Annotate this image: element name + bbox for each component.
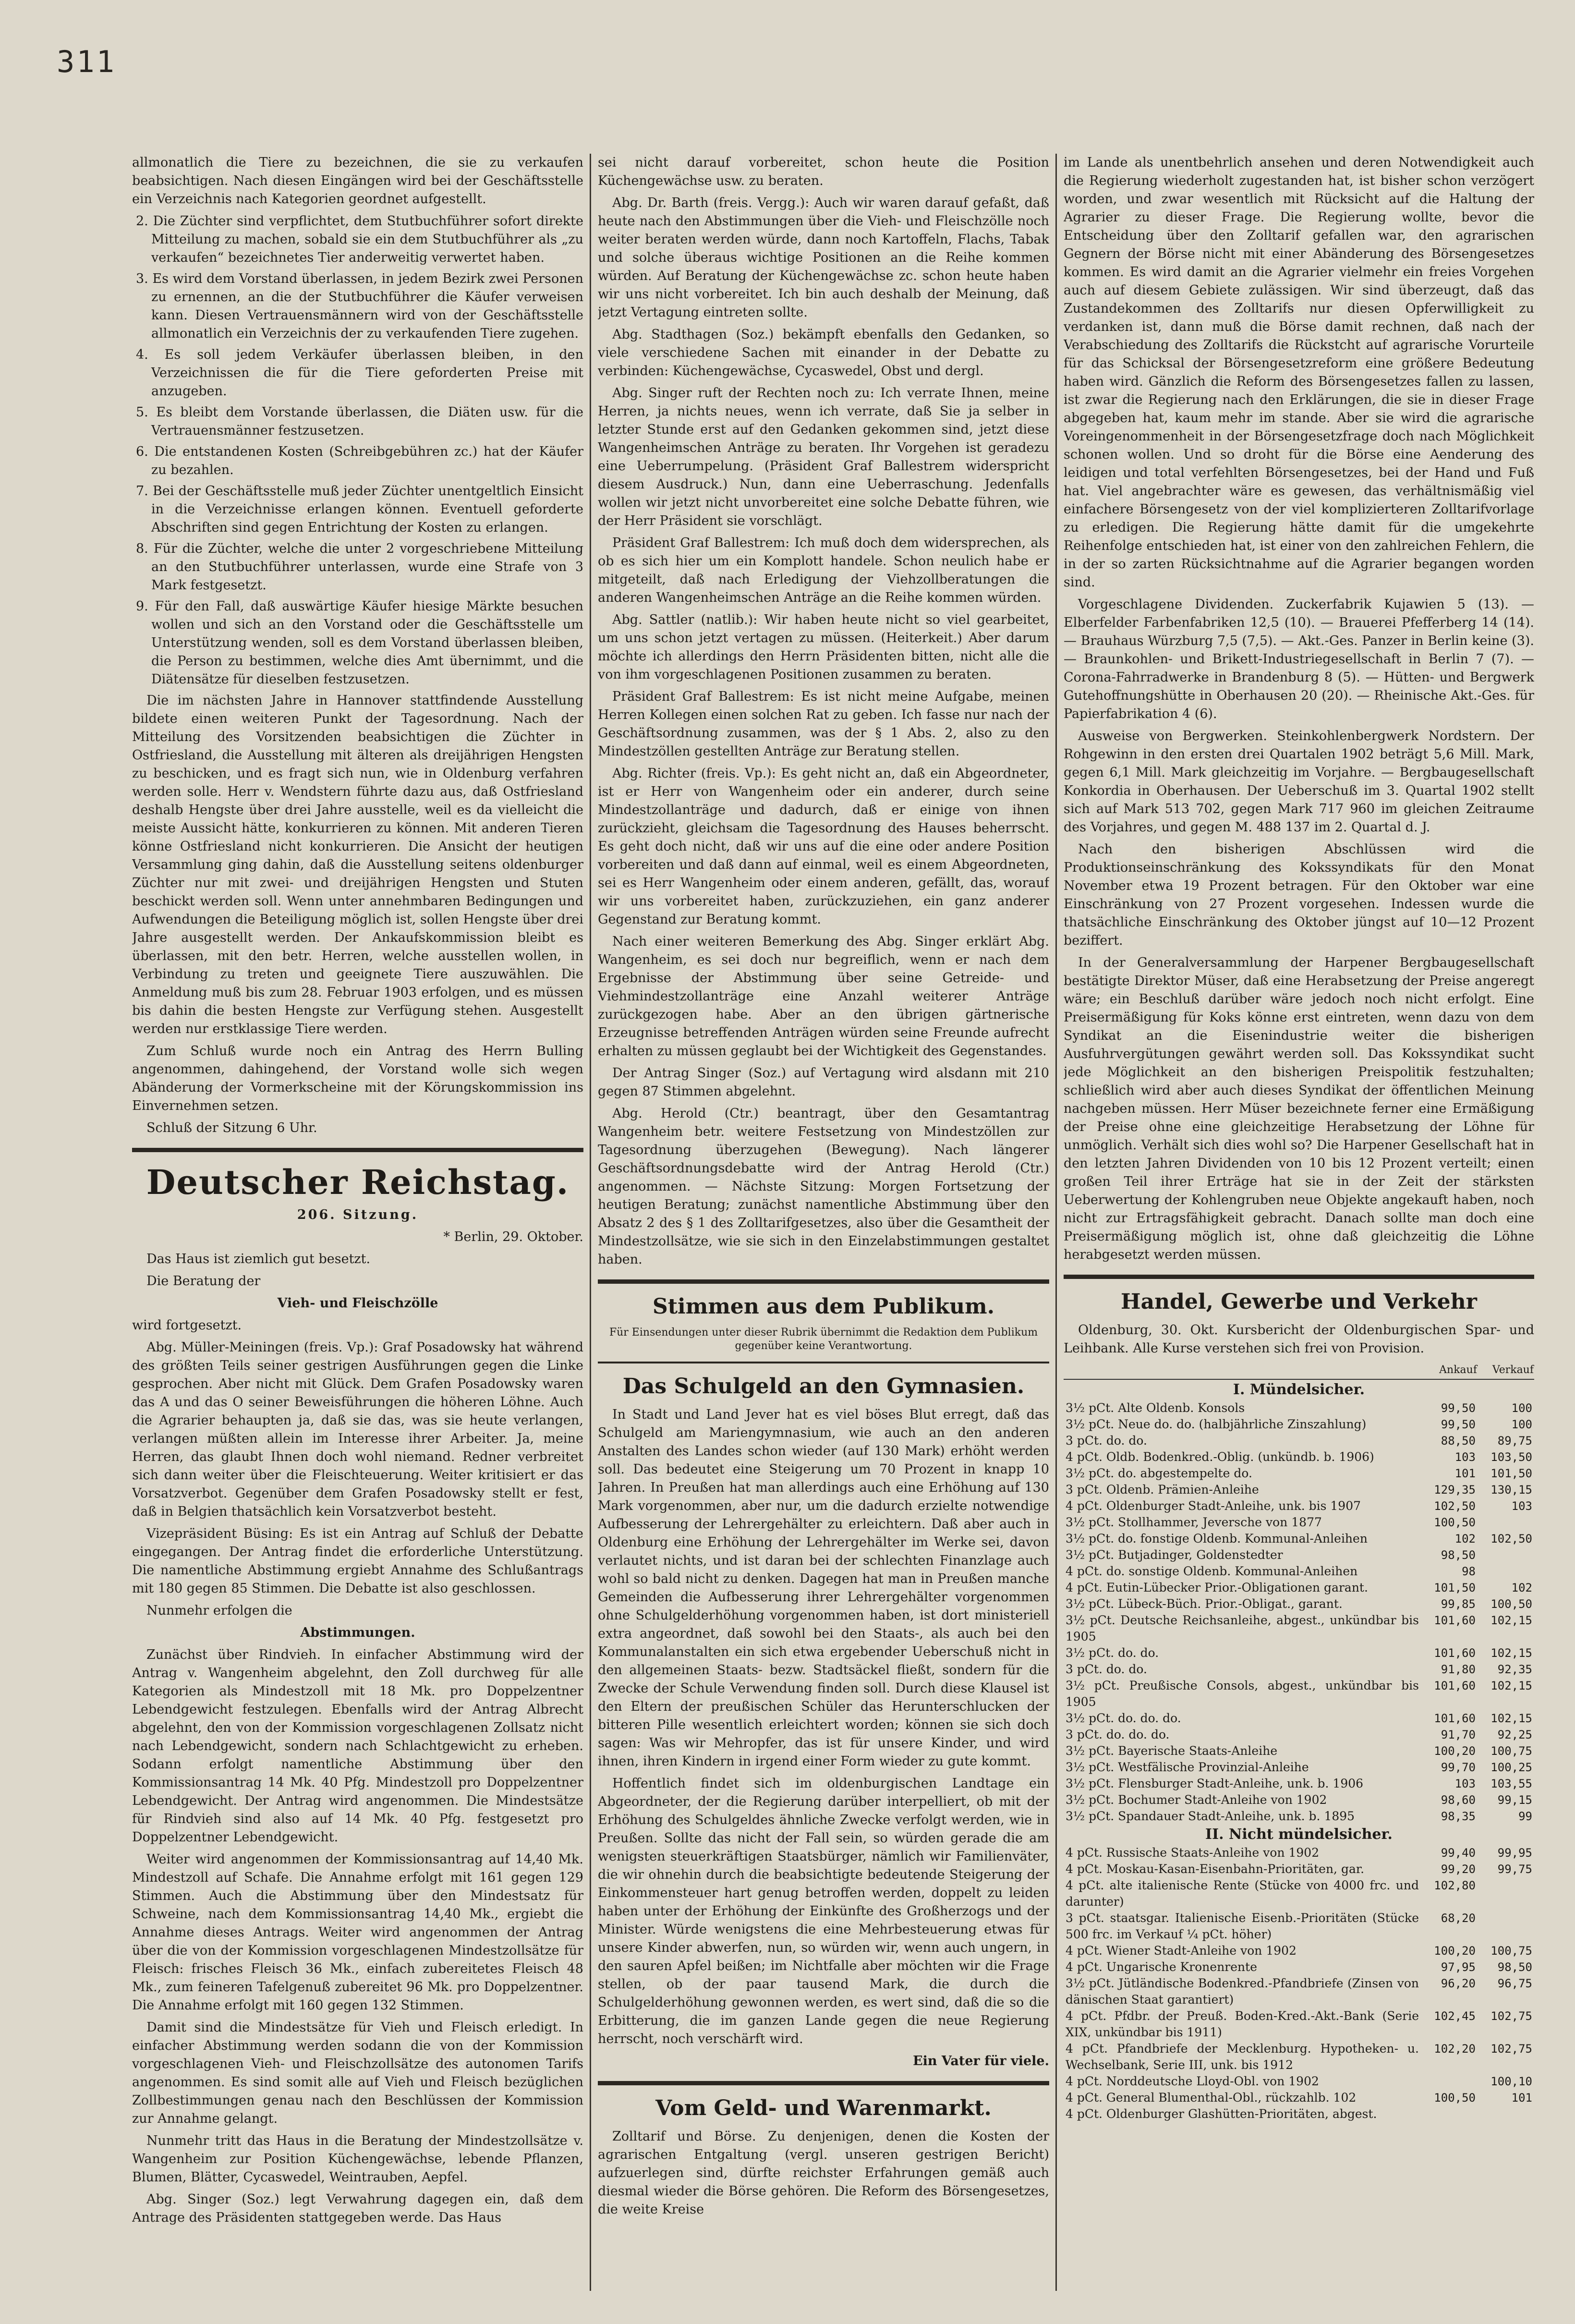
section-rule — [598, 2081, 1049, 2085]
security-name: 4 pCt. Pfdbr. der Preuß. Boden-Kred.-Akt.-Bank (Serie XIX, unkündbar bis 1911) — [1066, 2009, 1419, 2039]
paragraph: Nunmehr tritt das Haus in die Beratung der Mindestzollsätze v. Wangenheim zur Position Küchengewächse, lebende Pflanzen, Blumen, Blätter, Cycaswedel, Weintrauben, Aepfel. — [132, 2133, 583, 2185]
verkauf-value: 103 — [1511, 1499, 1532, 1513]
session-number: 206. Sitzung. — [297, 1207, 419, 1222]
table-row — [1064, 1547, 1534, 1563]
verkauf-value: 102,75 — [1490, 2009, 1532, 2023]
table-row — [1064, 1416, 1534, 1433]
security-name: 4 pCt. Norddeutsche Lloyd-Obl. von 1902 — [1066, 2074, 1319, 2088]
page-number: 311 — [57, 44, 116, 79]
verkauf-value: 102,15 — [1490, 1712, 1532, 1725]
verkauf-value — [1478, 1514, 1534, 1531]
paragraph: Abg. Herold (Ctr.) beantragt, über den Gesamtantrag Wangenheim betr. weitere Festsetzung von Mindestzöllen zur Tagesordnung überzugehen (Bewegung). Nach längerer Geschäftsordnungsdebatte wird der Antrag Herold (Ctr.) angenommen. — Nächste Sitzung: Morgen Fortsetzung der heutigen Beratung; zunächst namentliche Abstimmung über den Absatz 2 des § 1 des Zolltarifgesetzes, also über die Gesamtheit der Mindestzollsätze, wie sie sich in den Einzelabstimmungen gestaltet haben. — [598, 1106, 1049, 1267]
paragraph: Der Antrag Singer (Soz.) auf Vertagung wird alsdann mit 210 gegen 87 Stimmen abgelehnt. — [598, 1066, 1049, 1099]
ankauf-value: 99,70 — [1441, 1761, 1476, 1774]
security-name: 3½ pCt. Bochumer Stadt-Anleihe von 1902 — [1066, 1793, 1327, 1807]
verkauf-value: 100 — [1511, 1418, 1532, 1431]
table-header-row — [1064, 1362, 1534, 1379]
subject-heading: Vieh- und Fleischzölle — [277, 1296, 438, 1311]
paragraph: Damit sind die Mindestsätze für Vieh und Fleisch erledigt. In einfacher Abstimmung werden sodann die von der Kommission vorgeschlagenen Vieh- und Fleischzollsätze des autonomen Tarifs angenommen. Es sind somit alle auf Vieh und Fleisch bezüglichen Zollbestimmungen genau nach den Beschlüssen der Kommission zur Annahme gelangt. — [132, 2020, 583, 2126]
ankauf-value: 102,80 — [1434, 1879, 1476, 1892]
verkauf-value — [1478, 1563, 1534, 1580]
table-row — [1064, 1975, 1534, 2008]
section-rule — [1064, 1275, 1534, 1279]
ankauf-value: 88,50 — [1441, 1434, 1476, 1448]
ankauf-value: 91,80 — [1441, 1663, 1476, 1676]
table-row — [1064, 2090, 1534, 2106]
column-1 — [132, 154, 583, 2305]
security-name: 3½ pCt. Spandauer Stadt-Anleihe, unk. b. 1895 — [1066, 1809, 1355, 1823]
table-row — [1064, 1531, 1534, 1547]
list-item: 7. Bei der Geschäftsstelle muß jeder Züchter unentgeltlich Einsicht in die Verzeichnisse erlangen können. Eventuell geforderte Abschriften sind gegen Entrichtung der Kosten zu erlangen. — [136, 484, 583, 535]
table-row — [1064, 1514, 1534, 1531]
table-row — [1064, 1449, 1534, 1465]
table-row — [1064, 1645, 1534, 1661]
subject-heading: Abstimmungen. — [300, 1625, 415, 1640]
paragraph: wird fortgesetzt. — [132, 1318, 242, 1333]
ankauf-value: 101 — [1454, 1467, 1476, 1480]
ankauf-value: 100,50 — [1434, 1516, 1476, 1529]
table-section-row — [1064, 1379, 1534, 1400]
paragraph: Präsident Graf Ballestrem: Ich muß doch dem widersprechen, als ob es sich hier um ein Komplott handele. Schon neulich habe er mitgeteilt, daß nach Erledigung der Viehzollberatungen die anderen Wangenheimschen Anträge an die Reihe kommen würden. — [598, 535, 1049, 605]
list-item: 6. Die entstandenen Kosten (Schreibgebühren zc.) hat der Käufer zu bezahlen. — [136, 444, 583, 477]
section-rule — [598, 1362, 1049, 1363]
verkauf-value: 99,95 — [1497, 1846, 1532, 1860]
ankauf-value: 98,50 — [1441, 1548, 1476, 1562]
security-name: 3 pCt. Oldenb. Prämien-Anleihe — [1066, 1483, 1259, 1497]
paragraph: Abg. Dr. Barth (freis. Vergg.): Auch wir waren darauf gefaßt, daß heute nach den Abstimmungen über die Vieh- und Fleischzölle noch weiter beraten werden würde, dann noch Kartoffeln, Flachs, Tabak und solche überaus wichtige Positionen an die Reihe kommen würden. Auf Beratung der Küchengewächse zc. schon heute haben wir uns nicht vorbereitet. Ich bin auch deshalb der Meinung, daß jetzt Vertagung eintreten sollte. — [598, 195, 1049, 320]
handel-heading: Handel, Gewerbe und Verkehr — [1121, 1290, 1477, 1314]
table-row — [1064, 1400, 1534, 1416]
paragraph: Nunmehr erfolgen die — [146, 1603, 292, 1618]
stimmen-heading: Stimmen aus dem Publikum. — [652, 1294, 995, 1319]
security-name: 3½ pCt. Neue do. do. (halbjährliche Zinszahlung) — [1066, 1417, 1367, 1431]
verkauf-value: 99,15 — [1497, 1793, 1532, 1807]
ankauf-value: 99,50 — [1441, 1401, 1476, 1415]
column-rule — [590, 154, 591, 2291]
paragraph: In Stadt und Land Jever hat es viel böses Blut erregt, daß das Schulgeld am Mariengymnasium, wie auch an den anderen Anstalten des Landes schon wieder (auf 130 Mark) erhöht werden soll. Das bedeutet eine Steigerung um 70 Prozent in knapp 10 Jahren. In Preußen hat man allerdings auch eine Erhöhung auf 130 Mark vorgenommen, aber nur, um die dadurch erzielte notwendige Aufbesserung der Lehrergehälter zu erleichtern. Daß aber auch in Oldenburg eine Erhöhung der Lehrergehälter im Werke sei, davon verlautet nichts, und ist daran bei der schlechten Finanzlage auch wohl so bald nicht zu denken. Dagegen hat man in Preußen manche Gemeinden die Aufbesserung ihrer Lehrergehälter vorgenommen ohne Schulgelderhöhung vorgenommen haben, ist dort ministeriell extra angeordnet, daß sowohl bei den Staats-, als auch bei den Kommunalanstalten ein sich etwa ergebender Ueberschuß nicht in den allgemeinen Staats- bezw. Stadtsäckel fließt, sondern für die Zwecke der Schule Verwendung finden soll. Durch diese Klausel ist den Eltern der preußischen Schüler das Herunterschlucken der bitteren Pille wesentlich erleichtert worden; können sie sich doch sagen: Was wir Mehropfer, das ist für unsere Kinder, und wird ihnen, ihren Kindern in irgend einer Form wieder zu gute kommt. — [598, 1407, 1049, 1769]
ankauf-value: 99,50 — [1441, 1418, 1476, 1431]
paragraph: Schluß der Sitzung 6 Uhr. — [146, 1120, 317, 1135]
verkauf-value: 101,50 — [1490, 1467, 1532, 1480]
verkauf-value: 130,15 — [1490, 1483, 1532, 1497]
paragraph: im Lande als unentbehrlich ansehen und deren Notwendigkeit auch die Regierung wiederholt zugestanden hat, ist bisher schon verzögert worden, und zwar wesentlich mit Rücksicht auf die Haltung der Agrarier zu dieser Frage. Die Regierung wollte, bevor die Entscheidung über den Zolltarif gefallen war, den agrarischen Gegnern der Börse nicht mit einer Abänderung des Börsengesetzes kommen. Es wird damit an die Agrarier vielmehr ein freies Vorgehen auch auf diesem Gebiete zulässigen. Wir sind überzeugt, daß das Zustandekommen des Zolltarifs nur diesen Opferwilligkeit zu verdanken ist, dann muß die Börse damit rechnen, daß nach der Verabschiedung des Zolltarifs die Rückstcht auf agrarische Vorurteile für das Schicksal der Börsengesetzreform eine größere Bedeutung haben wird. Gänzlich die Reform des Börsengesetzes fallen zu lassen, ist zwar die Regierung nach den Erklärungen, die sie in dieser Frage abgegeben hat, kaum mehr im stande. Aber sie wird die agrarische Voreingenommenheit in der Börsengesetzfrage doch nach Möglichkeit schonen wollen. Und so droht für die Börse eine Aenderung des leidigen und total verfehlten Börsengesetzes, bei der Hand und Fuß hat. Viel angebrachter wäre es gewesen, das verhältnismäßig viel einfachere Börsengesetz von der viel komplizierteren Zolltarifvorlage zu erledigen. Die Regierung hätte damit für die umgekehrte Reihenfolge entschieden hat, ist einer von den zahlreichen Fehlern, die in der so zarten Rücksichtnahme auf die Agrarier begangen worden sind. — [1064, 155, 1534, 590]
table-row — [1064, 1910, 1534, 1943]
table-row — [1064, 1808, 1534, 1825]
list-item: 8. Für die Züchter, welche die unter 2 vorgeschriebene Mitteilung an den Stutbuchführer unterlassen, wurde eine Strafe von 3 Mark festgesetzt. — [136, 541, 583, 593]
verkauf-value: 102,15 — [1490, 1614, 1532, 1627]
security-name: 3½ pCt. Westfälische Provinzial-Anleihe — [1066, 1760, 1309, 1774]
verkauf-value: 100,10 — [1490, 2075, 1532, 2088]
table-row — [1064, 1727, 1534, 1743]
paragraph: allmonatlich die Tiere zu bezeichnen, die sie zu verkaufen beabsichtigen. Nach diesen Eingängen wird bei der Geschäftsstelle ein Verzeichnis nach Kategorien geordnet aufgestellt. — [132, 155, 583, 207]
paragraph: Abg. Stadthagen (Soz.) bekämpft ebenfalls den Gedanken, so viele verschiedene Sachen mit einander in der Debatte zu verbinden: Küchengewächse, Cycaswedel, Obst und dergl. — [598, 327, 1049, 378]
verkauf-value: 99,75 — [1497, 1862, 1532, 1876]
kurs-table — [1064, 1362, 1534, 2122]
security-name: 3½ pCt. Deutsche Reichsanleihe, abgest., unkündbar bis 1905 — [1066, 1613, 1419, 1643]
security-name: 3 pCt. do. do. — [1066, 1434, 1147, 1448]
section-rule — [598, 1279, 1049, 1284]
verkauf-value: 92,35 — [1497, 1663, 1532, 1676]
paragraph: Abg. Singer (Soz.) legt Verwahrung dagegen ein, daß dem Antrage des Präsidenten stattgegeben werde. Das Haus — [132, 2192, 583, 2225]
section-label: I. Mündelsicher. — [1233, 1381, 1365, 1398]
ankauf-value: 68,20 — [1441, 1911, 1476, 1925]
ankauf-value — [1421, 2073, 1478, 2090]
verkauf-value: 100 — [1511, 1401, 1532, 1415]
security-name: 4 pCt. Oldenburger Glashütten-Prioritäten, abgest. — [1066, 2107, 1377, 2121]
security-name: 4 pCt. Russische Staats-Anleihe von 1902 — [1066, 1846, 1320, 1860]
column-rule — [1055, 154, 1057, 2291]
table-row — [1064, 2041, 1534, 2073]
paragraph: Abg. Müller-Meiningen (freis. Vp.): Graf Posadowsky hat während des größten Teils seiner gestrigen Ausführungen gegen die Linke gesprochen. Aber nicht mit Glück. Dem Grafen Posadowsky waren das A und das O seiner Beweisführungen die höheren Löhne. Auch die Agrarier behaupten ja, daß sie das, was sie heute verlangen, verlangen müßten allein im Interesse ihrer Arbeiter. Ja, meine Herren, das glaubt Ihnen doch wohl niemand. Redner verbreitet sich dann weiter über die Fleischteuerung. Weiter kritisiert er das Vorsatzverbot. Gegenüber dem Grafen Posadowsky stellt er fest, daß in Belgien thatsächlich kein Vorsatzverbot besteht. — [132, 1340, 583, 1519]
verkauf-value: 102,15 — [1490, 1679, 1532, 1692]
ankauf-value: 100,20 — [1434, 1944, 1476, 1958]
verkauf-value: 100,50 — [1490, 1597, 1532, 1611]
security-name: 4 pCt. Eutin-Lübecker Prior.-Obligationen garant. — [1066, 1581, 1368, 1594]
article-heading: Das Schulgeld an den Gymnasien. — [622, 1374, 1025, 1399]
list-item: 2. Die Züchter sind verpflichtet, dem Stutbuchführer sofort direkte Mitteilung zu machen, sobald sie ein dem Stutbuchführer als „zu verkaufen“ bezeichnetes Tier anderweitig verwertet haben. — [136, 214, 583, 265]
paragraph: Oldenburg, 30. Okt. Kursbericht der Oldenburgischen Spar- und Leihbank. Alle Kurse verstehen sich frei von Provision. — [1064, 1323, 1534, 1356]
security-name: 4 pCt. do. sonstige Oldenb. Kommunal-Anleihen — [1066, 1564, 1358, 1578]
verkauf-value: 99 — [1518, 1810, 1532, 1823]
security-name: 3½ pCt. Flensburger Stadt-Anleihe, unk. b. 1906 — [1066, 1776, 1364, 1790]
table-row — [1064, 1580, 1534, 1596]
paragraph: Vizepräsident Büsing: Es ist ein Antrag auf Schluß der Debatte eingegangen. Der Antrag findet die erforderliche Unterstützung. Die namentliche Abstimmung ergiebt Annahme des Schlußantrags mit 180 gegen 85 Stimmen. Die Debatte ist also geschlossen. — [132, 1526, 583, 1596]
paragraph: Nach einer weiteren Bemerkung des Abg. Singer erklärt Abg. Wangenheim, es sei doch nur begreiflich, wenn er nach dem Ergebnisse der Abstimmung über seine Getreide- und Viehmindestzollanträge eine Anzahl weiterer Anträge zurückgezogen habe. Aber an den übrigen gärtnerische Erzeugnisse betreffenden Anträgen würden seine Freunde aufrecht erhalten zu müssen geglaubt bei der Wichtigkeit des Gegenstandes. — [598, 934, 1049, 1059]
ankauf-value: 100,50 — [1434, 2091, 1476, 2105]
paragraph: Abg. Richter (freis. Vp.): Es geht nicht an, daß ein Abgeordneter, ist er Herr von Wangenheim oder ein anderer, durch seine Mindestzollanträge und dadurch, daß er einige von ihnen zurückzieht, gleichsam die Tagesordnung des Hauses beherrscht. Es geht doch nicht, daß wir uns auf die eine oder andere Position vorbereiten und daß dann auf einmal, weil es einem Abgeordneten, sei es Herr Wangenheim oder einem anderen, gefällt, das, worauf wir uns vorbereitet haben, zurückzuziehen, ein ganz anderer Gegenstand zur Beratung kommt. — [598, 766, 1049, 927]
verkauf-value — [1478, 2106, 1534, 2122]
table-row — [1064, 1465, 1534, 1482]
security-name: 4 pCt. General Blumenthal-Obl., rückzahlb. 102 — [1066, 2091, 1357, 2105]
paragraph: In der Generalversammlung der Harpener Bergbaugesellschaft bestätigte Direktor Müser, daß eine Herabsetzung der Preise angeregt wäre; ein Beschluß darüber wäre jedoch noch nicht erfolgt. Eine Preisermäßigung für Koks könne erst eintreten, wenn dazu von dem Syndikat an die Eisenindustrie weiter die bisherigen Ausfuhrvergütungen gewährt werden soll. Das Kokssyndikat sucht jede Möglichkeit an den bisherigen Preispolitik festzuhalten; schließlich wird aber auch dieses Syndikat der öffentlichen Meinung nachgeben müssen. Herr Müser bezeichnete ferner eine Ermäßigung der Preise ohne eine gleichzeitige Herabsetzung der Löhne für unmöglich. Verhält sich dies wohl so? Die Harpener Gesellschaft hat in den letzten Jahren Dividenden von 10 bis 12 Prozent verteilt; einen großen Teil ihrer Erträge hat sie in der Zeit der stärksten Ueberwertung der Kohlengruben neue Objekte angekauft haben, noch nicht zur Ertragsfähigkeit gebracht. Danach sollte man doch eine Preisermäßigung möglich ist, ohne daß gleichzeitig die Löhne herabgesetzt werden müssen. — [1064, 955, 1534, 1262]
security-name: 3½ pCt. Alte Oldenb. Konsols — [1066, 1401, 1245, 1415]
security-name: 4 pCt. Oldb. Bodenkred.-Oblig. (unkündb. b. 1906) — [1066, 1450, 1374, 1464]
ankauf-value: 103 — [1454, 1450, 1476, 1464]
verkauf-value — [1478, 1910, 1534, 1943]
verkauf-value: 102,75 — [1490, 2042, 1532, 2056]
table-row — [1064, 1861, 1534, 1877]
dateline: * Berlin, 29. Oktober. — [443, 1229, 583, 1244]
paragraph: Abg. Singer ruft der Rechten noch zu: Ich verrate Ihnen, meine Herren, ja nichts neues, wenn ich verrate, daß Sie ja selber in letzter Stunde erst auf den Gedanken gekommen sind, jetzt diese Wangenheimschen Anträge zu beraten. Ihr Vorgehen ist geradezu eine Ueberrumpelung. (Präsident Graf Ballestrem widerspricht diesem Ausdruck.) Nun, dann eine Ueberraschung. Jedenfalls wollen wir jetzt nicht unvorbereitet eine solche Debatte führen, wie der Herr Präsident sie vorschlägt. — [598, 386, 1049, 528]
paragraph: Die im nächsten Jahre in Hannover stattfindende Ausstellung bildete einen weiteren Punkt der Tagesordnung. Nach der Mitteilung des Vorsitzenden beabsichtigen die Züchter in Ostfriesland, die Ausstellung mit älteren als dreijährigen Hengsten zu beschicken, und es fragt sich nun, wie in Oldenburg verfahren werden solle. Herr v. Wendstern führte dazu aus, daß Ostfriesland deshalb Hengste über drei Jahre ausstelle, weil es da vielleicht die meiste Aussicht hätte, konkurrieren zu können. Mit anderen Tieren könne Ostfriesland nicht konkurrieren. Die Ansicht der heutigen Versammlung ging dahin, daß die Ausstellung seitens oldenburger Züchter nur mit zwei- und dreijährigen Hengsten und Stuten beschickt werden soll. Wenn unter annehmbaren Bedingungen und Aufwendungen die Beteiligung möglich ist, sollen Hengste über drei Jahre ausgestellt werden. Der Ankaufskommission bleibt es überlassen, mit den betr. Herren, welche ausstellen wollen, in Verbindung zu treten und geeignete Tiere auszuwählen. Die Anmeldung muß bis zum 28. Februar 1903 erfolgen, und es müssen bis dahin die besten Hengste zur Verfügung stehen. Ausgestellt werden nur erstklassige Tiere werden. — [132, 693, 583, 1036]
security-name: 3½ pCt. do. do. do. — [1066, 1711, 1181, 1725]
verkauf-value: 92,25 — [1497, 1728, 1532, 1741]
verkauf-value: 103,55 — [1490, 1777, 1532, 1790]
paragraph: Nach den bisherigen Abschlüssen wird die Produktionseinschränkung des Kokssyndikats für den Monat November etwa 19 Prozent betragen. Für den Oktober war eine Einschränkung von 27 Prozent vorgesehen. Indessen wurde die thatsächliche Einschränkung des Oktober jüngst auf 10—12 Prozent beziffert. — [1064, 842, 1534, 948]
security-name: 3½ pCt. Butjadinger, Goldenstedter — [1066, 1548, 1283, 1562]
table-row — [1064, 1845, 1534, 1861]
table-row — [1064, 1612, 1534, 1645]
ankauf-value: 101,60 — [1434, 1712, 1476, 1725]
signature: Ein Vater für viele. — [913, 2054, 1049, 2068]
table-row — [1064, 1710, 1534, 1727]
table-row — [1064, 1596, 1534, 1612]
section-rule — [132, 1148, 583, 1152]
security-name: 3½ pCt. Bayerische Staats-Anleihe — [1066, 1744, 1278, 1758]
column-header-verkauf: Verkauf — [1478, 1362, 1534, 1379]
table-row — [1064, 1877, 1534, 1910]
security-name: 4 pCt. Oldenburger Stadt-Anleihe, unk. bis 1907 — [1066, 1499, 1361, 1513]
verkauf-value: 98,50 — [1497, 1960, 1532, 1974]
ankauf-value: 100,20 — [1434, 1744, 1476, 1758]
ankauf-value: 101,60 — [1434, 1614, 1476, 1627]
security-name: 3 pCt. do. do. — [1066, 1662, 1147, 1676]
table-row — [1064, 1759, 1534, 1776]
ankauf-value: 102,50 — [1434, 1499, 1476, 1513]
list-item: 9. Für den Fall, daß auswärtige Käufer hiesige Märkte besuchen wollen und sich an den Vorstand oder die Geschäftsstelle um Unterstützung wenden, soll es dem Vorstand überlassen bleiben, die Person zu bestimmen, welche dies Amt übernimmt, und die Diätensätze für dieselben festzusetzen. — [136, 599, 583, 687]
security-name: 3½ pCt. Jütländische Bodenkred.-Pfandbriefe (Zinsen von dänischen Staat garantiert) — [1066, 1976, 1419, 2007]
table-row — [1064, 1943, 1534, 1959]
list-item: 5. Es bleibt dem Vorstande überlassen, die Diäten usw. für die Vertrauensmänner festzusetzen. — [136, 405, 583, 438]
verkauf-value: 100,75 — [1490, 1744, 1532, 1758]
ankauf-value: 129,35 — [1434, 1483, 1476, 1497]
table-row — [1064, 1959, 1534, 1975]
table-row — [1064, 1563, 1534, 1580]
paragraph: Präsident Graf Ballestrem: Es ist nicht meine Aufgabe, meinen Herren Kollegen einen solchen Rat zu geben. Ich fasse nur nach der Geschäftsordnung zusammen, was der § 1 Abs. 2, also zu den Mindestzöllen gestellten Anträge zur Beratung stellen. — [598, 689, 1049, 759]
security-name: 3½ pCt. Stollhammer, Jeversche von 1877 — [1066, 1515, 1322, 1529]
table-section-row — [1064, 1825, 1534, 1845]
verkauf-value: 96,75 — [1497, 1977, 1532, 1990]
paragraph: Weiter wird angenommen der Kommissionsantrag auf 14,40 Mk. Mindestzoll auf Schafe. Die Annahme erfolgt mit 161 gegen 129 Stimmen. Auch die Abstimmung über den Mindestsatz für Schweine, nach dem Kommissionsantrag 14,40 Mk., ergiebt die Annahme dieses Antrags. Weiter wird angenommen der Antrag über die von der Kommission vorgeschlagenen Mindestzollsätze für Fleisch: frisches Fleisch 36 Mk., einfach zubereitetes Fleisch 48 Mk., zum feineren Tafelgenuß zubereitet 96 Mk. pro Doppelzentner. Die Annahme erfolgt mit 160 gegen 132 Stimmen. — [132, 1852, 583, 2013]
verkauf-value — [1478, 1877, 1534, 1910]
table-row — [1064, 1743, 1534, 1759]
security-name: 3½ pCt. Lübeck-Büch. Prior.-Obligat., garant. — [1066, 1597, 1343, 1611]
paragraph: Hoffentlich findet sich im oldenburgischen Landtage ein Abgeordneter, der die Regierung darüber interpelliert, ob mit der Erhöhung des Schulgeldes ähnliche Zwecke verfolgt werden, wie in Preußen. Sollte das nicht der Fall sein, so würden gerade die am wenigsten steuerkräftigen Staatsbürger, nämlich wir Familienväter, die wir ohnehin durch die beabsichtigte bedeutende Steigerung der Einkommensteuer hart genug betroffen werden, doppelt zu leiden haben unter der Erhöhung der Einkünfte des Großherzogs und der Minister. Würde wenigstens die eine Mehrbesteuerung etwas für unsere Kinder abwerfen, nun, so würden wir, wenn auch ungern, in den sauren Apfel beißen; im Nichtfalle aber möchten wir die Frage stellen, ob der paar tausend Mark, die durch die Schulgelderhöhung gewonnen werden, es wert sind, daß die so die Erbitterung, die im ganzen Lande gegen die neue Regierung herrscht, noch verschärft wird. — [598, 1776, 1049, 2046]
ankauf-value: 102 — [1454, 1532, 1476, 1545]
table-row — [1064, 1498, 1534, 1514]
table-row — [1064, 1482, 1534, 1498]
paragraph: Ausweise von Bergwerken. Steinkohlenbergwerk Nordstern. Der Rohgewinn in den ersten drei Quartalen 1902 beträgt 5,6 Mill. Mark, gegen 6,1 Mill. Mark gleichzeitig im Vorjahre. — Bergbaugesellschaft Konkordia in Oberhausen. Der Ueberschuß im 3. Quartal 1902 stellt sich auf Mark 513 702, gegen Mark 717 960 im gleichen Zeitraume des Vorjahres, und gegen M. 488 137 im 2. Quartal d. J. — [1064, 729, 1534, 835]
security-name: 3½ pCt. do. fonstige Oldenb. Kommunal-Anleihen — [1066, 1532, 1368, 1545]
column-3 — [1064, 154, 1534, 2305]
ankauf-value: 102,20 — [1434, 2042, 1476, 2056]
paragraph: Abg. Sattler (natlib.): Wir haben heute nicht so viel gearbeitet, um uns schon jetzt vertagen zu müssen. (Heiterkeit.) Aber darum möchte ich allerdings den Herrn Präsidenten bitten, nicht alle die von ihm vorgeschlagenen Positionen zusammen zu beraten. — [598, 612, 1049, 682]
security-name: 4 pCt. Wiener Stadt-Anleihe von 1902 — [1066, 1944, 1296, 1958]
table-row — [1064, 1678, 1534, 1710]
verkauf-value: 100,75 — [1490, 1944, 1532, 1958]
column-2 — [598, 154, 1049, 2305]
ankauf-value: 103 — [1454, 1777, 1476, 1790]
verkauf-value: 100,25 — [1490, 1761, 1532, 1774]
security-name: 4 pCt. Ungarische Kronenrente — [1066, 1960, 1257, 1974]
ankauf-value: 91,70 — [1441, 1728, 1476, 1741]
ankauf-value: 101,50 — [1434, 1581, 1476, 1594]
verkauf-value: 102,15 — [1490, 1646, 1532, 1660]
table-row — [1064, 1661, 1534, 1678]
list-item: 3. Es wird dem Vorstand überlassen, in jedem Bezirk zwei Personen zu ernennen, an die der Stutbuchführer die Käufer verweisen kann. Diesen Vertrauensmännern wird von der Geschäftsstelle allmonatlich ein Verzeichnis der zu verkaufenden Tiere zugehen. — [136, 271, 583, 341]
paragraph: sei nicht darauf vorbereitet, schon heute die Position Küchengewächse usw. zu beraten. — [598, 155, 1049, 188]
numbered-list — [132, 212, 583, 689]
verkauf-value: 103,50 — [1490, 1450, 1532, 1464]
verkauf-value: 101 — [1511, 2091, 1532, 2105]
ankauf-value: 99,85 — [1441, 1597, 1476, 1611]
verkauf-value: 102,50 — [1490, 1532, 1532, 1545]
reichstag-heading: Deutscher Reichstag. — [146, 1162, 569, 1202]
verkauf-value: 89,75 — [1497, 1434, 1532, 1448]
ankauf-value: 102,45 — [1434, 2009, 1476, 2023]
paragraph: Das Haus ist ziemlich gut besetzt. — [146, 1252, 371, 1266]
market-heading: Vom Geld- und Warenmarkt. — [655, 2096, 992, 2120]
paragraph: Die Beratung der — [146, 1274, 261, 1289]
ankauf-value: 98 — [1462, 1565, 1476, 1578]
table-row — [1064, 2106, 1534, 2122]
security-name: 4 pCt. Moskau-Kasan-Eisenbahn-Prioritäten, gar. — [1066, 1862, 1365, 1876]
paragraph: Vorgeschlagene Dividenden. Zuckerfabrik Kujawien 5 (13). — Elberfelder Farbenfabriken 12,5 (10). — Brauerei Pfefferberg 14 (14). — Brauhaus Würzburg 7,5 (7,5). — Akt.-Ges. Panzer in Berlin keine (3). — Braunkohlen- und Brikett-Industriegesellschaft in Berlin 7 (7). — Corona-Fahrradwerke in Brandenburg 8 (5). — Hütten- und Bergwerk Gutehoffnungshütte in Oberhausen 20 (20). — Rheinische Akt.-Ges. für Papierfabrikation 4 (6). — [1064, 597, 1534, 721]
table-row — [1064, 2008, 1534, 2041]
section-label: II. Nicht mündelsicher. — [1205, 1826, 1393, 1843]
ankauf-value: 96,20 — [1441, 1977, 1476, 1990]
security-name: 3 pCt. staatsgar. Italienische Eisenb.-Prioritäten (Stücke 500 frc. im Verkauf ¼ pCt. höher) — [1066, 1911, 1419, 1941]
paragraph: Zunächst über Rindvieh. In einfacher Abstimmung wird der Antrag v. Wangenheim abgelehnt, den Zoll durchweg für alle Kategorien als Mindestzoll mit 18 Mk. pro Doppelzentner Lebendgewicht festzulegen. Ebenfalls wird der Antrag Albrecht abgelehnt, den von der Kommission vorgeschlagenen Zollsatz nicht nach Lebendgewicht, sondern nach Schlachtgewicht zu erheben. Sodann erfolgt namentliche Abstimmung über den Kommissionsantrag 14 Mk. 40 Pfg. Mindestzoll pro Doppelzentner Lebendgewicht. Der Antrag wird angenommen. Die Mindestsätze für Rindvieh sind also auf 14 Mk. 40 Pfg. festgesetzt pro Doppelzentner Lebendgewicht. — [132, 1647, 583, 1845]
security-name: 3 pCt. do. do. do. — [1066, 1728, 1170, 1741]
security-name: 3½ pCt. Preußische Consols, abgest., unkündbar bis 1905 — [1066, 1679, 1419, 1709]
table-row — [1064, 2073, 1534, 2090]
table-row — [1064, 1776, 1534, 1792]
security-name: 4 pCt. alte italienische Rente (Stücke von 4000 frc. und darunter) — [1066, 1878, 1419, 1909]
paragraph: Zum Schluß wurde noch ein Antrag des Herrn Bulling angenommen, dahingehend, der Vorstand wolle sich wegen Abänderung der Vormerkscheine mit der Körungskommission ins Einvernehmen setzen. — [132, 1044, 583, 1113]
stimmen-disclaimer: Für Einsendungen unter dieser Rubrik übernimmt die Redaktion dem Publikum gegenüber keine Verantwortung. — [609, 1326, 1038, 1352]
verkauf-value — [1478, 1547, 1534, 1563]
ankauf-value: 101,60 — [1434, 1679, 1476, 1692]
security-name: 4 pCt. Pfandbriefe der Mecklenburg. Hypotheken- u. Wechselbank, Serie III, unk. bis 1912 — [1066, 2042, 1419, 2072]
table-row — [1064, 1433, 1534, 1449]
paragraph: Zolltarif und Börse. Zu denjenigen, denen die Kosten der agrarischen Entgaltung (vergl. unseren gestrigen Bericht) aufzuerlegen sind, dürfte reichster Erfahrungen gemäß auch diesmal wieder die Börse gehören. Die Reform des Börsengesetzes, die weite Kreise — [598, 2129, 1049, 2217]
security-name: 3½ pCt. do. abgestempelte do. — [1066, 1466, 1252, 1480]
verkauf-value: 102 — [1511, 1581, 1532, 1594]
security-name: 3½ pCt. do. do. — [1066, 1646, 1159, 1660]
ankauf-value: 101,60 — [1434, 1646, 1476, 1660]
ankauf-value — [1421, 2106, 1478, 2122]
ankauf-value: 98,60 — [1441, 1793, 1476, 1807]
table-row — [1064, 1792, 1534, 1808]
ankauf-value: 97,95 — [1441, 1960, 1476, 1974]
ankauf-value: 99,20 — [1441, 1862, 1476, 1876]
ankauf-value: 98,35 — [1441, 1810, 1476, 1823]
column-header-ankauf: Ankauf — [1421, 1362, 1478, 1379]
list-item: 4. Es soll jedem Verkäufer überlassen bleiben, in den Verzeichnissen die für die Tiere geforderten Preise mit anzugeben. — [136, 347, 583, 399]
ankauf-value: 99,40 — [1441, 1846, 1476, 1860]
